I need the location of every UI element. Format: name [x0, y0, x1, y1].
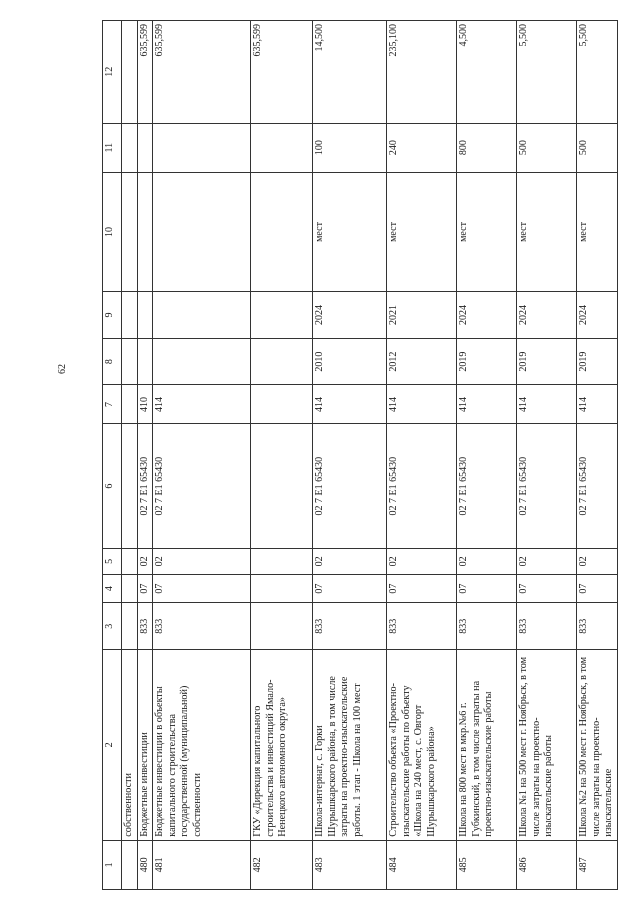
cell-col7: 414: [457, 385, 517, 424]
cell-col8: 2010: [313, 338, 387, 385]
row-number: 485: [457, 840, 517, 889]
table-cell: [122, 574, 138, 603]
cell-col6: 02 7 E1 65430: [313, 424, 387, 549]
row-number: 484: [387, 840, 457, 889]
table-row: [153, 21, 251, 890]
cell-col7: 414: [577, 385, 618, 424]
table-cell: [122, 603, 138, 650]
table-row: [517, 21, 577, 890]
cell-col6: 02 7 E1 65430: [153, 424, 251, 549]
row-name: Школа №2 на 500 мест г. Ноябрьск, в том числе затраты на проектно-изыскательские: [577, 650, 618, 841]
row-number: 483: [313, 840, 387, 889]
cell-col3: 833: [457, 603, 517, 650]
rotated-budget-table-container: [102, 20, 614, 890]
row-number: 482: [251, 840, 313, 889]
cell-col12: 14,500: [313, 21, 387, 124]
cell-col12: 4,500: [457, 21, 517, 124]
table-cell: [122, 385, 138, 424]
cell-col5: 02: [457, 548, 517, 574]
cell-col11: [251, 123, 313, 172]
cell-col10: [137, 172, 153, 291]
column-header: 3: [103, 603, 122, 650]
column-header: 7: [103, 385, 122, 424]
table-cell: [122, 172, 138, 291]
cell-col4: 07: [153, 574, 251, 603]
cell-col7: [251, 385, 313, 424]
column-header: 8: [103, 338, 122, 385]
cell-col11: 500: [517, 123, 577, 172]
column-header: 4: [103, 574, 122, 603]
column-header: 9: [103, 292, 122, 339]
cell-col8: [251, 338, 313, 385]
table-cell: [122, 840, 138, 889]
cell-col7: 414: [313, 385, 387, 424]
cell-col6: 02 7 E1 65430: [577, 424, 618, 549]
table-row: [137, 21, 153, 890]
cell-col11: [137, 123, 153, 172]
cell-col4: 07: [457, 574, 517, 603]
cell-col10: [251, 172, 313, 291]
cell-col9: [251, 292, 313, 339]
cell-col9: [137, 292, 153, 339]
budget-investment-table: [102, 20, 618, 890]
table-cell: [122, 123, 138, 172]
row-name: Бюджетные инвестиции в объекты капитального строительства государственной (муниципальной) собственности: [153, 650, 251, 841]
cell-col10: мест: [577, 172, 618, 291]
cell-col7: 414: [387, 385, 457, 424]
table-cell: [122, 338, 138, 385]
cell-col7: 414: [517, 385, 577, 424]
cell-col12: 635,599: [137, 21, 153, 124]
row-name: Строительство объекта «Проектно-изыскательские работы по объекту «Школа на 240 мест, с. Овгорт Шурышкарского района»: [387, 650, 457, 841]
column-header: 11: [103, 123, 122, 172]
column-header: 5: [103, 548, 122, 574]
cell-col3: 833: [577, 603, 618, 650]
cell-col10: мест: [457, 172, 517, 291]
row-name: Школа №1 на 500 мест г. Ноябрьск, в том числе затраты на проектно-изыскательские работы: [517, 650, 577, 841]
cell-col7: 414: [153, 385, 251, 424]
cell-col4: [251, 574, 313, 603]
cell-col4: 07: [387, 574, 457, 603]
table-row: [387, 21, 457, 890]
cell-col7: 410: [137, 385, 153, 424]
row-number: 487: [577, 840, 618, 889]
table-cell: [122, 548, 138, 574]
cell-col3: 833: [313, 603, 387, 650]
continuation-row: [122, 21, 138, 890]
cell-col3: 833: [137, 603, 153, 650]
cell-col8: 2012: [387, 338, 457, 385]
cell-col8: 2019: [457, 338, 517, 385]
column-header: 1: [103, 840, 122, 889]
row-number: 486: [517, 840, 577, 889]
cell-col8: 2019: [517, 338, 577, 385]
cell-col8: [137, 338, 153, 385]
cell-col10: мест: [517, 172, 577, 291]
column-header: 10: [103, 172, 122, 291]
cell-col9: 2021: [387, 292, 457, 339]
cell-col12: 5,500: [517, 21, 577, 124]
cell-col6: 02 7 E1 65430: [517, 424, 577, 549]
cell-col10: мест: [387, 172, 457, 291]
table-row: [457, 21, 517, 890]
continuation-text: собственности: [122, 650, 138, 841]
cell-col5: 02: [387, 548, 457, 574]
cell-col9: 2024: [457, 292, 517, 339]
cell-col3: 833: [517, 603, 577, 650]
column-header: 2: [103, 650, 122, 841]
cell-col5: 02: [137, 548, 153, 574]
cell-col10: мест: [313, 172, 387, 291]
cell-col9: [153, 292, 251, 339]
cell-col11: 800: [457, 123, 517, 172]
row-name: Школа-интернат, с. Горки Шурышкарского района, в том числе затраты на проектно-изыскательские работы. 1 этап - Школа на 100 мест: [313, 650, 387, 841]
cell-col12: 635,599: [251, 21, 313, 124]
table-cell: [122, 292, 138, 339]
cell-col4: 07: [313, 574, 387, 603]
cell-col10: [153, 172, 251, 291]
table-cell: [122, 424, 138, 549]
table-cell: [122, 21, 138, 124]
cell-col3: 833: [153, 603, 251, 650]
row-number: 480: [137, 840, 153, 889]
cell-col12: 5,500: [577, 21, 618, 124]
column-header: 12: [103, 21, 122, 124]
cell-col6: 02 7 E1 65430: [137, 424, 153, 549]
cell-col4: 07: [577, 574, 618, 603]
cell-col5: 02: [313, 548, 387, 574]
cell-col6: 02 7 E1 65430: [457, 424, 517, 549]
cell-col6: [251, 424, 313, 549]
cell-col11: 100: [313, 123, 387, 172]
cell-col3: 833: [387, 603, 457, 650]
cell-col5: 02: [517, 548, 577, 574]
row-name: Школа на 800 мест в мкр.№6 г. Губкинский, в том числе затраты на проектно-изыскательские работы: [457, 650, 517, 841]
cell-col6: 02 7 E1 65430: [387, 424, 457, 549]
cell-col5: 02: [153, 548, 251, 574]
table-row: [313, 21, 387, 890]
table-row: [577, 21, 618, 890]
cell-col12: 235,100: [387, 21, 457, 124]
column-header: 6: [103, 424, 122, 549]
cell-col12: 635,599: [153, 21, 251, 124]
cell-col9: 2024: [517, 292, 577, 339]
cell-col11: 240: [387, 123, 457, 172]
table-row: [251, 21, 313, 890]
cell-col3: [251, 603, 313, 650]
cell-col8: [153, 338, 251, 385]
row-name: ГКУ «Дирекция капитального строительства и инвестиций Ямало-Ненецкого автономного округа»: [251, 650, 313, 841]
cell-col11: [153, 123, 251, 172]
page-number: 62: [57, 364, 68, 374]
cell-col11: 500: [577, 123, 618, 172]
cell-col8: 2019: [577, 338, 618, 385]
cell-col5: [251, 548, 313, 574]
cell-col4: 07: [137, 574, 153, 603]
cell-col4: 07: [517, 574, 577, 603]
row-number: 481: [153, 840, 251, 889]
row-name: Бюджетные инвестиции: [137, 650, 153, 841]
column-number-row: [103, 21, 122, 890]
cell-col9: 2024: [577, 292, 618, 339]
cell-col5: 02: [577, 548, 618, 574]
cell-col9: 2024: [313, 292, 387, 339]
